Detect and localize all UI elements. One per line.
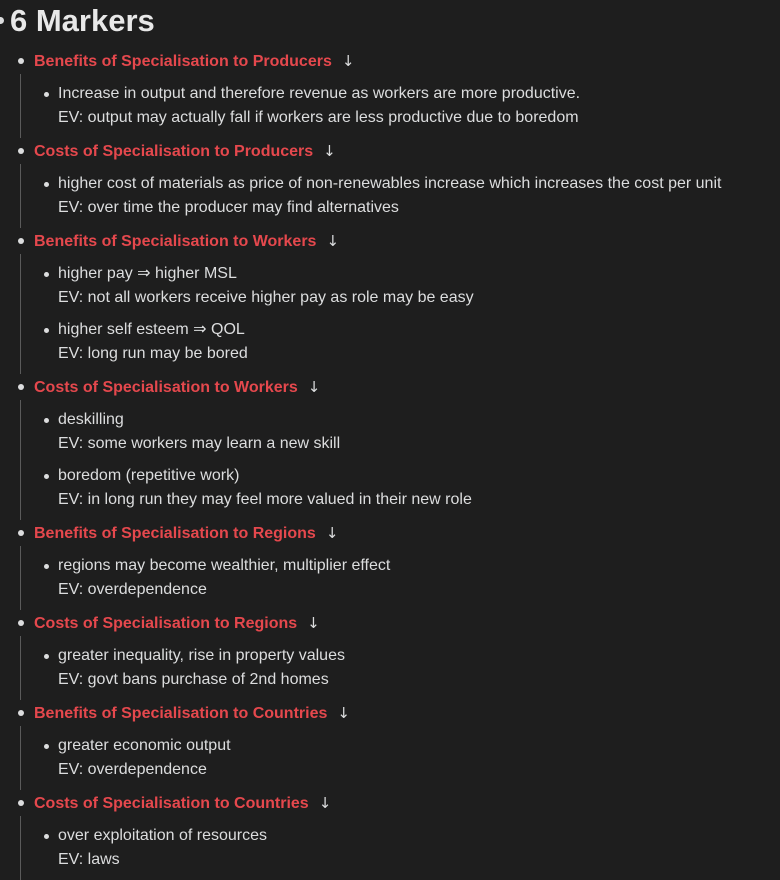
bullet-icon	[44, 182, 49, 187]
section-heading: Benefits of Specialisation to Regions	[34, 525, 316, 542]
evaluation-text: EV: not all workers receive higher pay as role may be easy	[58, 289, 474, 306]
bullet-icon	[44, 272, 49, 277]
section	[0, 700, 780, 790]
bullet-icon	[18, 800, 24, 806]
bullet-icon	[18, 530, 24, 536]
point-text: greater inequality, rise in property values	[58, 647, 345, 664]
point-text: deskilling	[58, 411, 124, 428]
arrow-down-icon[interactable]: ↓	[318, 794, 332, 812]
section-body	[20, 636, 780, 700]
bullet-icon	[44, 744, 49, 749]
section-heading: Benefits of Specialisation to Workers	[34, 233, 317, 250]
point-text: higher cost of materials as price of non-renewables increase which increases the cost per unit	[58, 175, 722, 192]
arrow-down-icon[interactable]: ↓	[307, 378, 321, 396]
list-item	[58, 262, 780, 310]
evaluation-text: EV: in long run they may feel more valued in their new role	[58, 491, 472, 508]
section-header[interactable]	[0, 48, 780, 74]
list-item	[58, 408, 780, 456]
section	[0, 520, 780, 610]
evaluation-text: EV: over time the producer may find alternatives	[58, 199, 399, 216]
list-item	[58, 172, 780, 220]
evaluation-text: EV: some workers may learn a new skill	[58, 435, 341, 452]
bullet-icon	[44, 834, 49, 839]
section-header[interactable]	[0, 520, 780, 546]
section	[0, 138, 780, 228]
evaluation-text: EV: govt bans purchase of 2nd homes	[58, 671, 329, 688]
section-header[interactable]	[0, 700, 780, 726]
arrow-down-icon[interactable]: ↓	[307, 614, 320, 632]
evaluation-text: EV: overdependence	[58, 581, 207, 598]
section-header[interactable]	[0, 138, 780, 164]
point-text: higher pay ⇒ higher MSL	[58, 265, 237, 282]
section-body	[20, 74, 780, 138]
bullet-icon	[18, 58, 24, 64]
section-heading: Costs of Specialisation to Countries	[34, 795, 309, 812]
list-item	[58, 464, 780, 512]
section-heading: Costs of Specialisation to Regions	[34, 615, 298, 632]
arrow-down-icon[interactable]: ↓	[325, 524, 339, 542]
list-item	[58, 734, 780, 782]
bullet-icon	[44, 92, 49, 97]
list-item	[58, 82, 780, 130]
bullet-icon	[18, 148, 24, 154]
section-heading: Benefits of Specialisation to Countries	[34, 705, 328, 722]
section-body	[20, 254, 780, 374]
bullet-icon	[44, 474, 49, 479]
sections-list	[0, 48, 780, 880]
section-heading: Costs of Specialisation to Workers	[34, 379, 298, 396]
list-item	[58, 644, 780, 692]
section-header[interactable]	[0, 610, 780, 636]
section-header[interactable]	[0, 374, 780, 400]
evaluation-text: EV: output may actually fall if workers are less productive due to boredom	[58, 109, 579, 126]
section-body	[20, 546, 780, 610]
section-header[interactable]	[0, 228, 780, 254]
section	[0, 610, 780, 700]
bullet-icon	[44, 418, 49, 423]
point-text: greater economic output	[58, 737, 231, 754]
section	[0, 790, 780, 880]
arrow-down-icon[interactable]: ↓	[326, 232, 340, 250]
point-text: regions may become wealthier, multiplier effect	[58, 557, 391, 574]
list-item	[58, 554, 780, 602]
arrow-down-icon[interactable]: ↓	[337, 704, 350, 722]
bullet-icon	[18, 384, 24, 390]
page-title: 6 Markers	[10, 3, 155, 38]
evaluation-text: EV: overdependence	[58, 761, 207, 778]
bullet-icon	[18, 238, 24, 244]
section-heading: Benefits of Specialisation to Producers	[34, 53, 332, 70]
point-text: boredom (repetitive work)	[58, 467, 240, 484]
section-heading: Costs of Specialisation to Producers	[34, 143, 314, 160]
bullet-icon	[44, 654, 49, 659]
section-header[interactable]	[0, 790, 780, 816]
bullet-icon	[18, 620, 24, 626]
section-body	[20, 400, 780, 520]
bullet-icon	[44, 564, 49, 569]
bullet-icon	[18, 710, 24, 716]
point-text: Increase in output and therefore revenue as workers are more productive.	[58, 85, 581, 102]
list-item	[58, 824, 780, 872]
list-item	[58, 318, 780, 366]
arrow-down-icon[interactable]: ↓	[341, 52, 355, 70]
bullet-icon	[44, 328, 49, 333]
section-body	[20, 164, 780, 228]
point-text: higher self esteem ⇒ QOL	[58, 321, 245, 338]
section	[0, 48, 780, 138]
evaluation-text: EV: laws	[58, 851, 120, 868]
point-text: over exploitation of resources	[58, 827, 267, 844]
evaluation-text: EV: long run may be bored	[58, 345, 248, 362]
title-bullet	[0, 17, 4, 24]
section	[0, 228, 780, 374]
section	[0, 374, 780, 520]
section-body	[20, 816, 780, 880]
arrow-down-icon[interactable]: ↓	[323, 142, 336, 160]
section-body	[20, 726, 780, 790]
